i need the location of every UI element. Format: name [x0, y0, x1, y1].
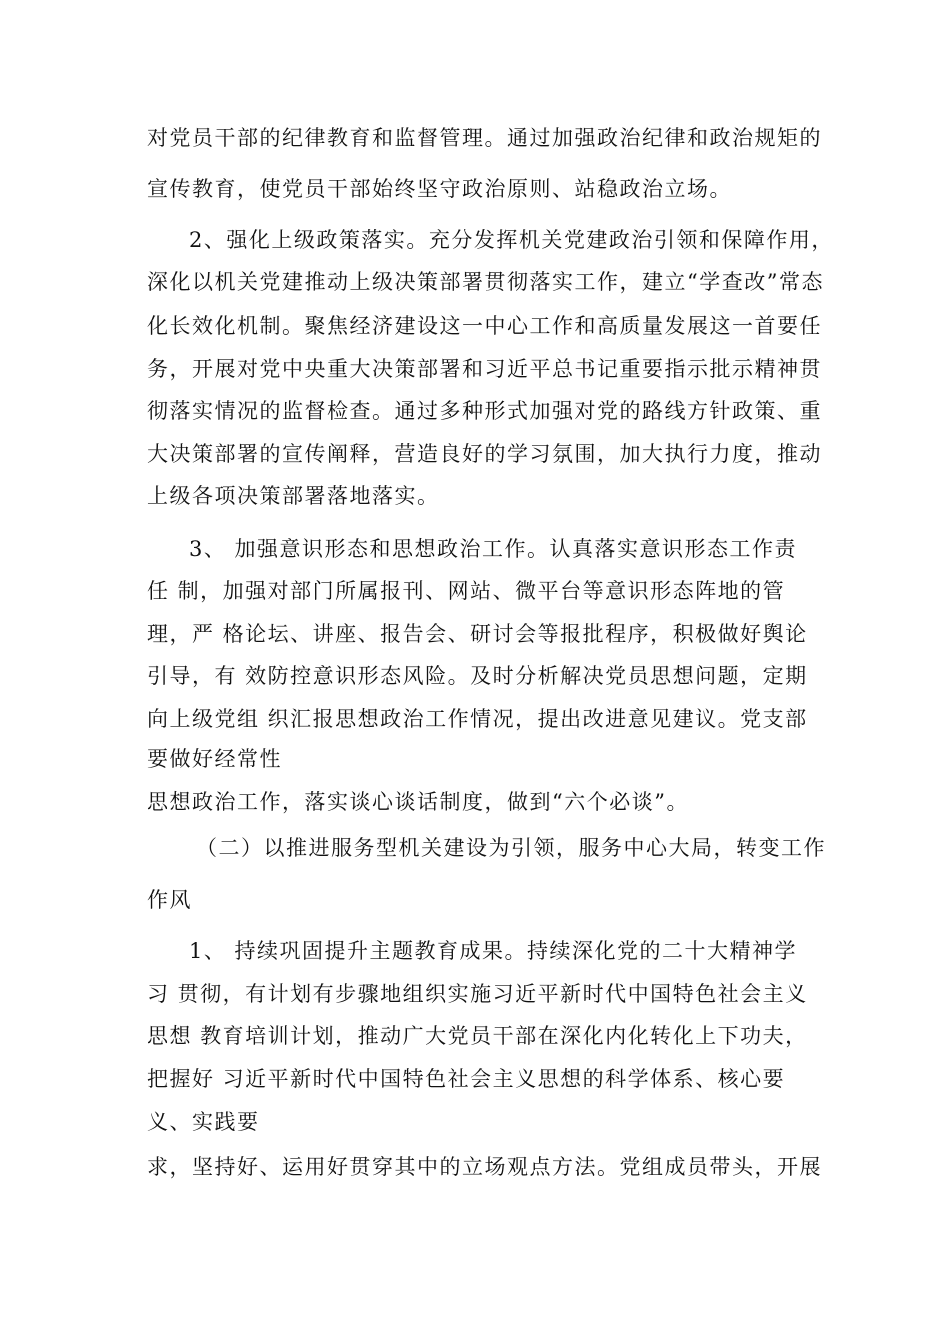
text-line: 思想政治工作，落实谈心谈话制度，做到“六个必谈”。: [147, 790, 689, 814]
text-line: 大决策部署的宣传阐释，营造良好的学习氛围，加大执行力度，推动: [147, 442, 822, 466]
text-line: 向上级党组 织汇报思想政治工作情况，提出改进意见建议。党支部: [147, 707, 808, 731]
text-line: 要做好经常性: [147, 747, 282, 771]
text-line: 宣传教育，使党员干部始终坚守政治原则、站稳政治立场。: [147, 177, 732, 201]
text-line: 任 制，加强对部门所属报刊、网站、微平台等意识形态阵地的管: [147, 579, 786, 603]
text-line: 义、实践要: [147, 1110, 260, 1134]
text-line: 上级各项决策部署落地落实。: [147, 484, 440, 508]
text-line: 理，严 格论坛、讲座、报告会、研讨会等报批程序，积极做好舆论: [147, 622, 808, 646]
text-line: 3、 加强意识形态和思想政治工作。认真落实意识形态工作责: [189, 537, 798, 561]
section-heading-cont: 作风: [147, 888, 192, 912]
section-heading: （二）以推进服务型机关建设为引领，服务中心大局，转变工作: [196, 836, 826, 860]
text-line: 务，开展对党中央重大决策部署和习近平总书记重要指示批示精神贯: [147, 357, 822, 381]
text-line: 习 贯彻，有计划有步骤地组织实施习近平新时代中国特色社会主义: [147, 982, 808, 1006]
text-line: 1、 持续巩固提升主题教育成果。持续深化党的二十大精神学: [189, 939, 798, 963]
text-line: 把握好 习近平新时代中国特色社会主义思想的科学体系、核心要: [147, 1067, 786, 1091]
text-line: 对党员干部的纪律教育和监督管理。通过加强政治纪律和政治规矩的: [147, 126, 822, 150]
text-line: 引导，有 效防控意识形态风险。及时分析解决党员思想问题，定期: [147, 664, 808, 688]
text-line: 深化以机关党建推动上级决策部署贯彻落实工作，建立“学查改”常态: [147, 270, 824, 294]
text-line: 2、强化上级政策落实。充分发挥机关党建政治引领和保障作用，: [189, 228, 834, 252]
text-line: 求，坚持好、运用好贯穿其中的立场观点方法。党组成员带头，开展: [147, 1155, 822, 1179]
text-line: 彻落实情况的监督检查。通过多种形式加强对党的路线方针政策、重: [147, 399, 822, 423]
text-line: 思想 教育培训计划，推动广大党员干部在深化内化转化上下功夫，: [147, 1024, 808, 1048]
text-line: 化长效化机制。聚焦经济建设这一中心工作和高质量发展这一首要任: [147, 314, 822, 338]
